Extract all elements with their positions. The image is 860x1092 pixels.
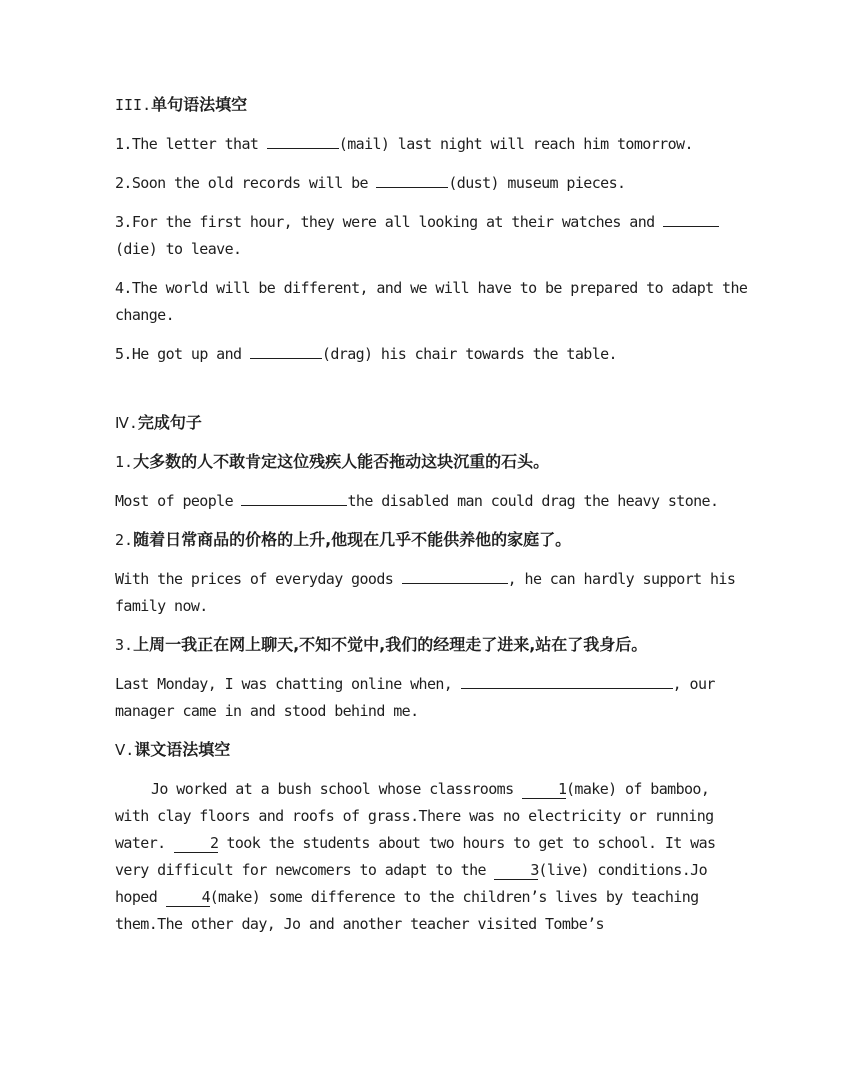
section-3-roman: III. [115,96,152,114]
numbered-blank[interactable]: 1 [522,780,566,799]
question-3-2: 2.Soon the old records will be (dust) museum pieces. [115,174,626,192]
question-4-1-english: Most of people the disabled man could drag the heavy stone. [115,492,719,510]
numbered-blank[interactable]: 2 [174,834,218,853]
section-5-roman: Ⅴ. [115,741,135,759]
section-4-roman: Ⅳ. [115,414,138,432]
question-4-3-chinese: 3.上周一我正在网上聊天,不知不觉中,我们的经理走了进来,站在了我身后。 [115,635,648,654]
question-4-3-english: Last Monday, I was chatting online when, , our manager came in and stood behind me. [115,675,715,720]
question-3-3: 3.For the first hour, they were all looking at their watches and (die) to leave. [115,209,750,263]
section-4-title: 完成句子 [137,413,202,432]
section-3-title: 单句语法填空 [151,95,248,114]
answer-blank[interactable] [663,212,719,227]
question-4-2-english: With the prices of everyday goods , he can hardly support his family now. [115,570,736,615]
answer-blank[interactable] [241,491,347,506]
question-4-2-chinese: 2.随着日常商品的价格的上升,他现在几乎不能供养他的家庭了。 [115,530,572,549]
question-3-5: 5.He got up and (drag) his chair towards the table. [115,345,617,363]
question-3-4: 4.The world will be different, and we will have to be prepared to adapt the change. [115,279,748,324]
answer-blank[interactable] [402,569,508,584]
question-3-1: 1.The letter that (mail) last night will reach him tomorrow. [115,135,693,153]
numbered-blank[interactable]: 4 [166,888,210,907]
section-5-title: 课文语法填空 [134,740,231,759]
question-4-1-chinese: 1.大多数的人不敢肯定这位残疾人能否拖动这块沉重的石头。 [115,452,550,471]
numbered-blank[interactable]: 3 [494,861,538,880]
answer-blank[interactable] [250,344,322,359]
answer-blank[interactable] [267,134,339,149]
answer-blank[interactable] [376,173,448,188]
worksheet-page [115,92,750,950]
answer-blank[interactable] [461,674,673,689]
passage: Jo worked at a bush school whose classrooms 1(make) of bamboo, with clay floors and roofs of grass.There was no electricity or running water. 2 took the students about two hours to get to school. It was very difficult for newcomers to adapt to the 3(live) conditions.Jo hoped 4(make) some difference to the children’s lives by teaching them.The other day, Jo and another teacher visited Tombe’s [115,780,716,933]
section-4-heading [115,410,750,436]
section-5-heading [115,737,750,763]
section-3-heading [115,92,750,118]
